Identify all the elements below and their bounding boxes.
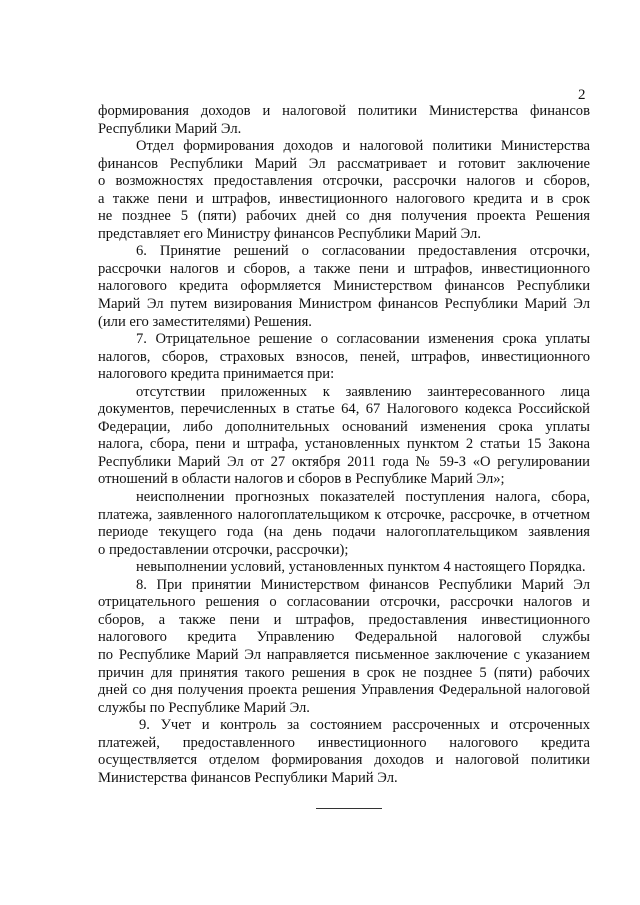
text-line: Отдел формирования доходов и налоговой политики Министерства — [136, 138, 590, 155]
text-line: налога, сбора, пени и штрафа, установленных пунктом 2 статьи 15 Закона — [98, 436, 590, 453]
text-line: (или его заместителями) Решения. — [98, 313, 312, 330]
text-line: финансов Республики Марий Эл рассматривает и готовит заключение — [98, 155, 590, 172]
text-line: неисполнении прогнозных показателей поступления налога, сбора, — [136, 489, 590, 506]
text-line: формирования доходов и налоговой политики Министерства финансов — [98, 103, 590, 119]
text-line: Республики Марий Эл от 27 октября 2011 года № 59-З «О регулировании — [98, 453, 590, 470]
text-line: отсутствии приложенных к заявлению заинтересованного лица — [136, 383, 590, 400]
text-line: о предоставлении отсрочки, рассрочки); — [98, 541, 349, 558]
text-line: платежа, заявленного налогоплательщиком к отсрочке, рассрочке, в отчетном — [98, 506, 590, 523]
text-line: рассрочки налогов и сборов, а также пени и штрафов, инвестиционного — [98, 260, 590, 277]
text-line: осуществляется отделом формирования доходов и налоговой политики — [98, 752, 590, 769]
text-line: налогов, сборов, страховых взносов, пеней, штрафов, инвестиционного — [98, 348, 590, 365]
text-line: по Республике Марий Эл направляется письменное заключение с указанием — [98, 646, 590, 663]
text-line: 9. Учет и контроль за состоянием рассроченных и отсроченных — [139, 717, 590, 734]
end-separator-line — [316, 808, 382, 809]
text-line: 7. Отрицательное решение о согласовании изменения срока уплаты — [136, 331, 590, 348]
text-line: платежей, предоставленного инвестиционного налогового кредита — [98, 734, 590, 751]
text-line: а также пени и штрафов, инвестиционного налогового кредита и в срок — [98, 190, 590, 207]
text-line: службы по Республике Марий Эл. — [98, 699, 310, 716]
text-line: отношений в области налогов и сборов в Республике Марий Эл»; — [98, 471, 505, 488]
text-line: налогового кредита принимается при: — [98, 366, 335, 383]
text-line: периоде текущего года (на день подачи налогоплательщиком заявления — [98, 524, 590, 541]
text-line: Марий Эл путем визирования Министром финансов Республики Марий Эл — [98, 296, 590, 313]
text-line: 6. Принятие решений о согласовании предоставления отсрочки, — [136, 243, 590, 260]
text-line: Федерации, либо дополнительных оснований изменения срока уплаты — [98, 418, 590, 435]
page-number: 2 — [578, 87, 586, 103]
text-line: налогового кредита оформляется Министерством финансов Республики — [98, 278, 590, 295]
text-line: сборов, а также пени и штрафов, предоставления инвестиционного — [98, 611, 590, 628]
text-line: отрицательного решения о согласовании отсрочки, рассрочки налогов и — [98, 594, 590, 611]
text-line: документов, перечисленных в статье 64, 67 Налогового кодекса Российской — [98, 401, 590, 418]
text-line: о возможностях предоставления отсрочки, рассрочки налогов и сборов, — [98, 173, 590, 190]
text-line: невыполнении условий, установленных пунктом 4 настоящего Порядка. — [136, 559, 586, 576]
text-line: Министерства финансов Республики Марий Эл. — [98, 769, 398, 786]
document-body — [98, 103, 590, 787]
text-line: 8. При принятии Министерством финансов Республики Марий Эл — [136, 576, 590, 593]
text-line: дней со дня получения проекта решения Управления Федеральной налоговой — [98, 682, 590, 699]
text-line: налогового кредита Управлению Федеральной налоговой службы — [98, 629, 590, 646]
text-line: не позднее 5 (пяти) рабочих дней со дня получения проекта Решения — [98, 208, 590, 225]
text-line: представляет его Министру финансов Республики Марий Эл. — [98, 225, 481, 242]
text-line: Республики Марий Эл. — [98, 120, 242, 137]
text-line: причин для принятия такого решения в срок не позднее 5 (пяти) рабочих — [98, 664, 590, 681]
